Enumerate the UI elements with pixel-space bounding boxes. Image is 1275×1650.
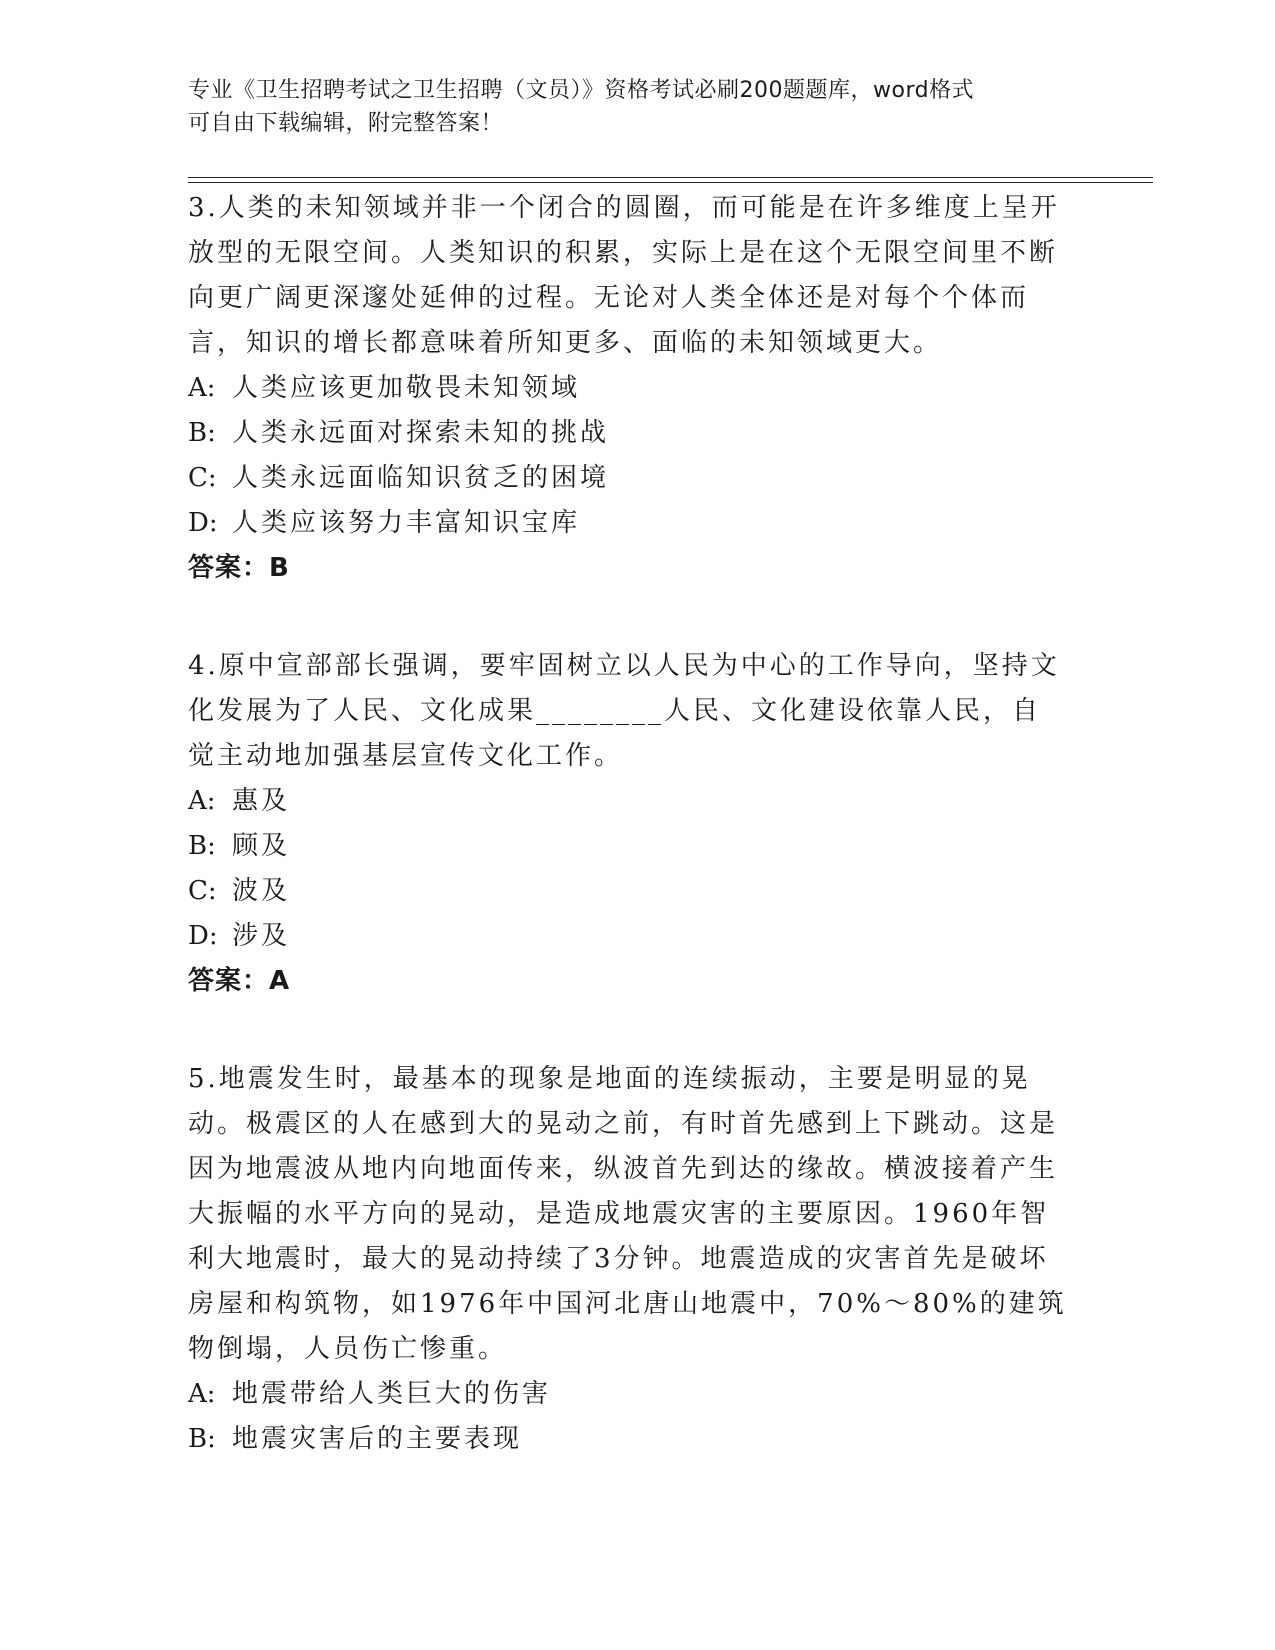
option-text: 涉及 <box>232 921 291 951</box>
option-b <box>188 411 1068 456</box>
document-header <box>188 74 1068 140</box>
answer-line: 答案：B <box>188 553 290 583</box>
header-divider-top <box>188 177 1153 178</box>
option-text: 人类永远面临知识贫乏的困境 <box>232 463 610 493</box>
option-a <box>188 366 1068 411</box>
option-text: 地震带给人类巨大的伤害 <box>232 1379 552 1409</box>
question-stem: 4.原中宣部部长强调，要牢固树立以人民为中心的工作导向，坚持文化发展为了人民、文化成果________人民、文化建设依靠人民，自觉主动地加强基层宣传文化工作。 <box>188 651 1060 771</box>
option-key: B: <box>188 1424 216 1454</box>
option-text: 惠及 <box>232 786 291 816</box>
option-b <box>188 1417 1068 1462</box>
header-line-2: 可自由下载编辑，附完整答案！ <box>188 111 504 136</box>
option-key: C: <box>188 463 217 493</box>
option-b <box>188 824 1068 869</box>
option-list <box>188 1372 1068 1462</box>
answer-line: 答案：A <box>188 966 291 996</box>
option-key: A: <box>188 1379 216 1409</box>
header-divider-bottom <box>188 182 1153 183</box>
option-list <box>188 366 1068 546</box>
question-stem: 3.人类的未知领域并非一个闭合的圆圈，而可能是在许多维度上呈开放型的无限空间。人类知识的积累，实际上是在这个无限空间里不断向更广阔更深邃处延伸的过程。无论对人类全体还是对每个个体而言，知识的增长都意味着所知更多、面临的未知领域更大。 <box>188 193 1060 358</box>
question-3 <box>188 186 1068 591</box>
option-text: 人类永远面对探索未知的挑战 <box>232 418 610 448</box>
option-c <box>188 869 1068 914</box>
option-key: C: <box>188 876 217 906</box>
option-text: 人类应该努力丰富知识宝库 <box>232 508 581 538</box>
question-5 <box>188 1057 1068 1462</box>
option-key: A: <box>188 786 216 816</box>
question-stem: 5.地震发生时，最基本的现象是地面的连续振动，主要是明显的晃动。极震区的人在感到大的晃动之前，有时首先感到上下跳动。这是因为地震波从地内向地面传来，纵波首先到达的缘故。横波接着产生大振幅的水平方向的晃动，是造成地震灾害的主要原因。1960年智利大地震时，最大的晃动持续了3分钟。地震造成的灾害首先是破坏房屋和构筑物，如1976年中国河北唐山地震中，70%～80%的建筑物倒塌，人员伤亡惨重。 <box>188 1064 1067 1364</box>
option-d <box>188 914 1068 959</box>
option-key: A: <box>188 373 216 403</box>
option-text: 人类应该更加敬畏未知领域 <box>232 373 581 403</box>
option-a <box>188 1372 1068 1417</box>
option-a <box>188 779 1068 824</box>
option-text: 波及 <box>232 876 291 906</box>
option-d <box>188 501 1068 546</box>
option-list <box>188 779 1068 959</box>
option-c <box>188 456 1068 501</box>
question-list <box>188 186 1068 1515</box>
question-4 <box>188 644 1068 1004</box>
option-key: D: <box>188 508 218 538</box>
option-key: B: <box>188 831 216 861</box>
header-line-1: 专业《卫生招聘考试之卫生招聘（文员）》资格考试必刷200题题库，word格式 <box>188 78 975 103</box>
option-text: 地震灾害后的主要表现 <box>232 1424 523 1454</box>
option-key: D: <box>188 921 218 951</box>
option-key: B: <box>188 418 216 448</box>
option-text: 顾及 <box>232 831 291 861</box>
